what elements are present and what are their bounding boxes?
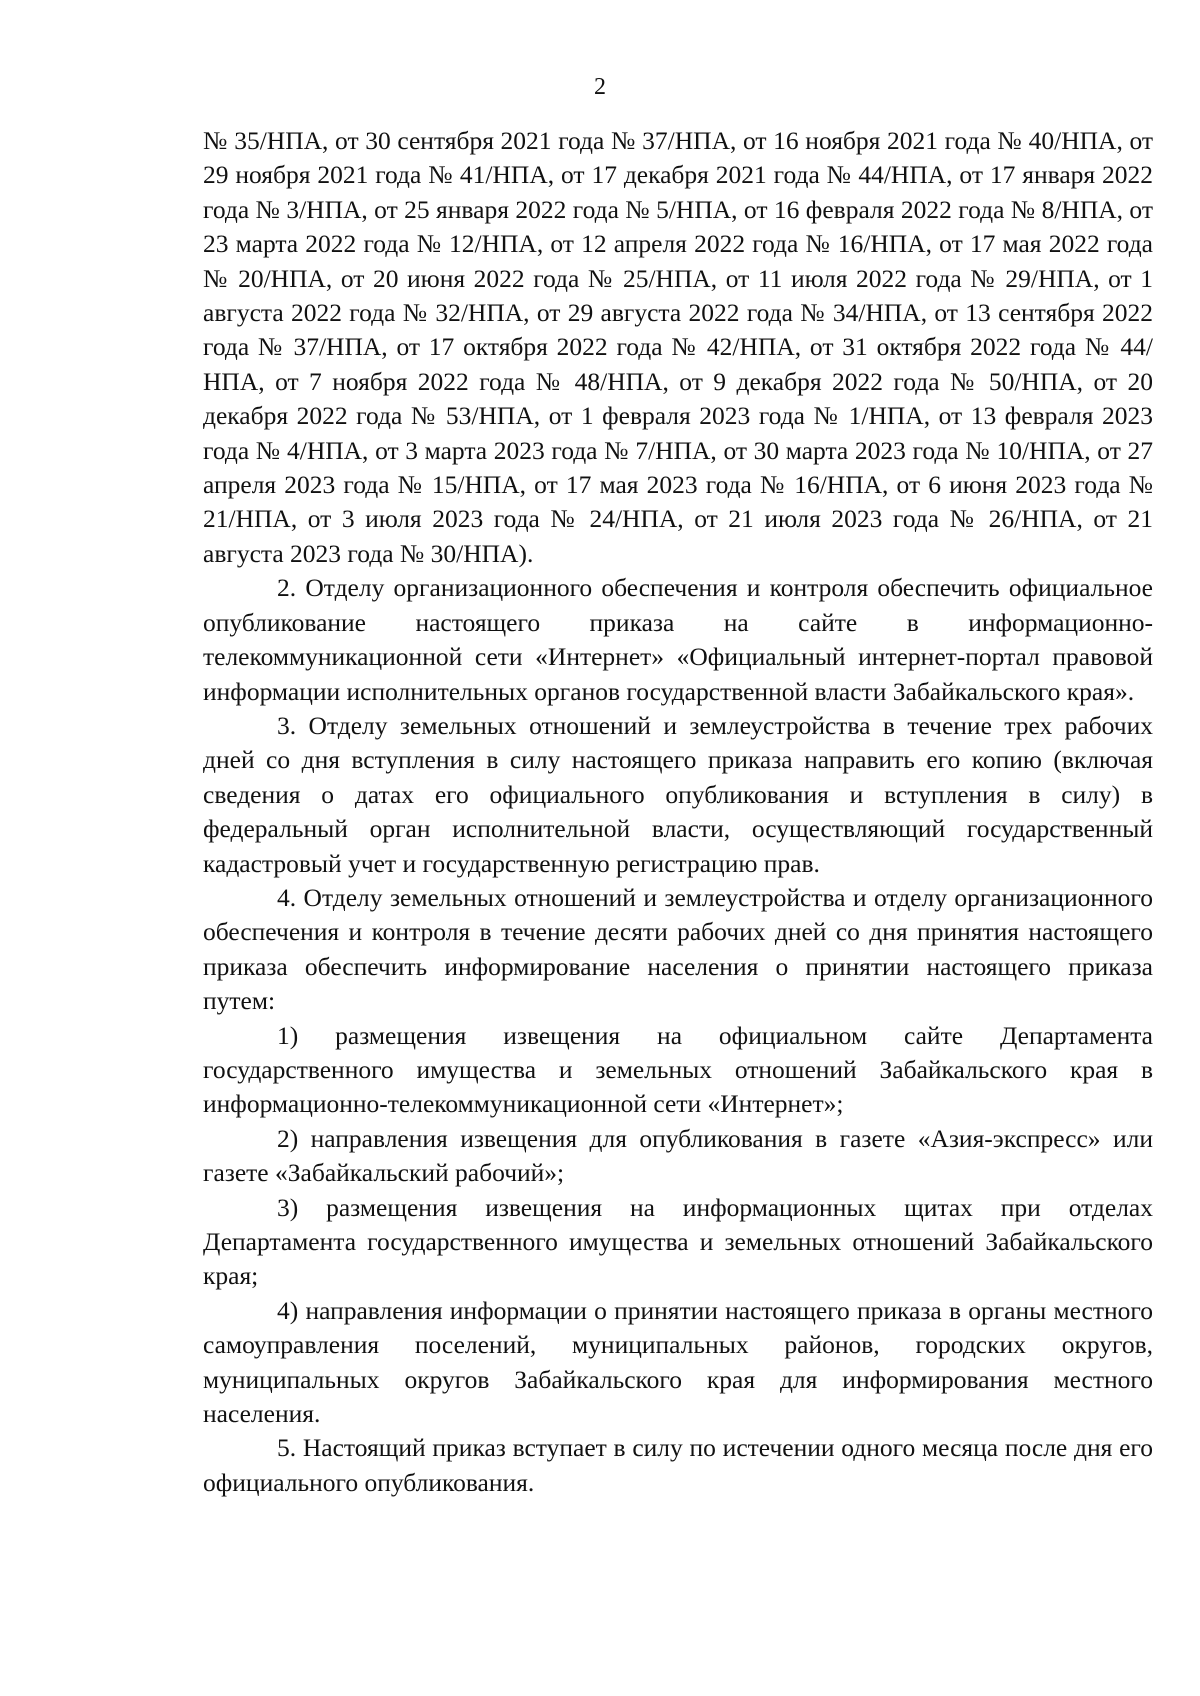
subparagraph-1: 1) размещения извещения на официальном сайте Департамента государственного имущества и земельных отношений Забайкальского края в информационно-телекоммуникационной сети «Интернет»; (203, 1020, 1153, 1119)
paragraph-item-2: 2. Отделу организационного обеспечения и контроля обеспечить официальное опубликование настоящего приказа на сайте в информационно-телекоммуникационной сети «Интернет» «Официальный интернет-портал правовой информации исполнительных органов государственной власти Забайкальского края». (203, 573, 1153, 706)
paragraph-item-3: 3. Отделу земельных отношений и землеустройства в течение трех рабочих дней со дня вступления в силу настоящего приказа направить его копию (включая сведения о датах его официального опубликования и вступления в силу) в федеральный орган исполнительной власти, осуществляющий государственный кадастровый учет и государственную регистрацию прав. (203, 710, 1153, 878)
document-body (203, 124, 1153, 1500)
paragraph-item-5: 5. Настоящий приказ вступает в силу по истечении одного месяца после дня его официального опубликования. (203, 1433, 1153, 1497)
subparagraph-2: 2) направления извещения для опубликования в газете «Азия-экспресс» или газете «Забайкальский рабочий»; (203, 1123, 1153, 1188)
subparagraph-4: 4) направления информации о принятии настоящего приказа в органы местного самоуправления поселений, муниципальных районов, городских округов, муниципальных округов Забайкальского края для информирования местного населения. (203, 1295, 1153, 1429)
subparagraph-3: 3) размещения извещения на информационных щитах при отделах Департамента государственного имущества и земельных отношений Забайкальского края; (203, 1192, 1153, 1291)
page-number: 2 (594, 74, 606, 100)
paragraph-continuation: № 35/НПА, от 30 сентября 2021 года № 37/НПА, от 16 ноября 2021 года № 40/НПА, от 29 ноября 2021 года № 41/НПА, от 17 декабря 2021 года № 44/НПА, от 17 января 2022 года № 3/НПА, от 25 января 2022 года № 5/НПА, от 16 февраля 2022 года № 8/НПА, от 23 марта 2022 года № 12/НПА, от 12 апреля 2022 года № 16/НПА, от 17 мая 2022 года № 20/НПА, от 20 июня 2022 года № 25/НПА, от 11 июля 2022 года № 29/НПА, от 1 августа 2022 года № 32/НПА, от 29 августа 2022 года № 34/НПА, от 13 сентября 2022 года № 37/НПА, от 17 октября 2022 года № 42/НПА, от 31 октября 2022 года № 44/НПА, от 7 ноября 2022 года № 48/НПА, от 9 декабря 2022 года № 50/НПА, от 20 декабря 2022 года № 53/НПА, от 1 февраля 2023 года № 1/НПА, от 13 февраля 2023 года № 4/НПА, от 3 марта 2023 года № 7/НПА, от 30 марта 2023 года № 10/НПА, от 27 апреля 2023 года № 15/НПА, от 17 мая 2023 года № 16/НПА, от 6 июня 2023 года № 21/НПА, от 3 июля 2023 года № 24/НПА, от 21 июля 2023 года № 26/НПА, от 21 августа 2023 года № 30/НПА). (203, 126, 1153, 568)
paragraph-item-4: 4. Отделу земельных отношений и землеустройства и отделу организационного обеспечения и контроля в течение десяти рабочих дней со дня принятия настоящего приказа обеспечить информирование населения о принятии настоящего приказа путем: (203, 882, 1153, 1016)
